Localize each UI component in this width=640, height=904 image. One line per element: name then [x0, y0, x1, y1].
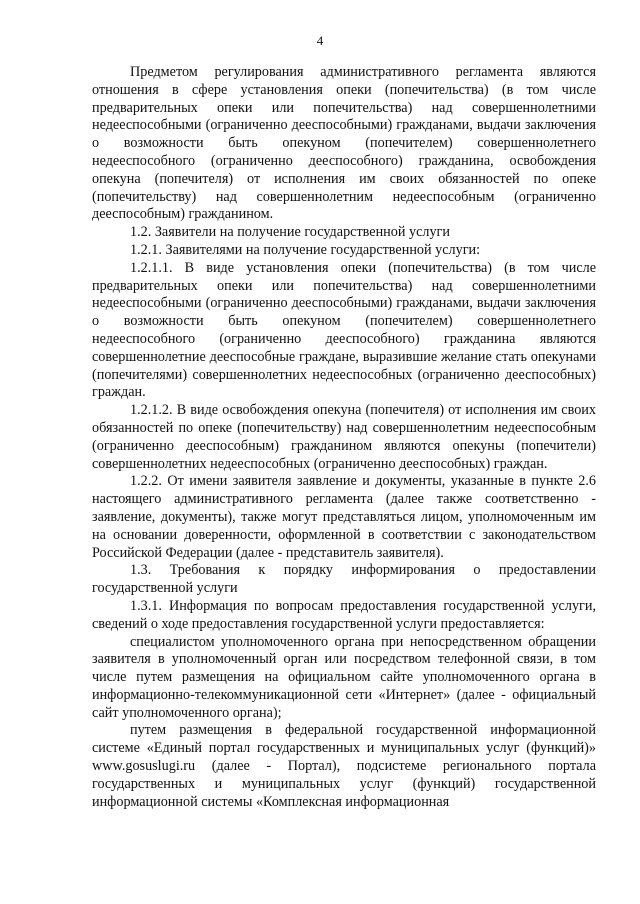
heading-1-2-applicants: 1.2. Заявители на получение государственной услуги	[130, 224, 450, 241]
paragraph-1-3-1: 1.3.1. Информация по вопросам предоставления государственной услуги, сведений о ходе предоставления государственной услуги предоставляется:	[92, 597, 596, 632]
paragraph-portal-channel: путем размещения в федеральной государственной информационной системе «Единый портал государственных и муниципальных услуг (функций)» www.gosuslugi.ru (далее - Портал), подсистеме регионального портала государственных и муниципальных услуг (функций) государственной информационной системы «Комплексная информационная	[92, 722, 596, 810]
paragraph-1-2-1: 1.2.1. Заявителями на получение государственной услуги:	[130, 241, 481, 258]
paragraph-1-2-2: 1.2.2. От имени заявителя заявление и документы, указанные в пункте 2.6 настоящего административного регламента (далее также соответственно - заявление, документы), также могут представляться лицом, уполномоченным им на основании доверенности, оформленной в соответствии с законодательством Российской Федерации (далее - представитель заявителя).	[92, 473, 596, 561]
page-number: 4	[316, 33, 324, 48]
heading-1-3-information-requirements: 1.3. Требования к порядку информирования о предоставлении государственной услуги	[92, 562, 596, 597]
paragraph-specialist-channel: специалистом уполномоченного органа при непосредственном обращении заявителя в уполномоченный орган или посредством телефонной связи, в том числе путем размещения на официальном сайте уполномоченного органа в информационно-телекоммуникационной сети «Интернет» (далее - официальный сайт уполномоченного органа);	[92, 633, 596, 721]
paragraph-1-2-1-2: 1.2.1.2. В виде освобождения опекуна (попечителя) от исполнения им своих обязанностей по опеке (попечительству) над совершеннолетним недееспособным (ограниченно дееспособным) гражданином являются опекуны (попечители) совершеннолетних недееспособных (ограниченно дееспособных) граждан.	[92, 402, 596, 472]
paragraph-1-2-1-1: 1.2.1.1. В виде установления опеки (попечительства) (в том числе предварительных опеки или попечительства) над совершеннолетними недееспособными (ограниченно дееспособными) гражданами, выдачи заключения о возможности быть опекуном (попечителем) совершеннолетнего недееспособного (ограниченно дееспособного) гражданина являются совершеннолетние дееспособные граждане, выразившие желание стать опекунами (попечителями) совершеннолетних недееспособных (ограниченно дееспособных) граждан.	[92, 259, 596, 401]
document-body	[92, 64, 596, 811]
paragraph-subject-of-regulation: Предметом регулирования административного регламента являются отношения в сфере установления опеки (попечительства) (в том числе предварительных опеки или попечительства) над совершеннолетними недееспособными (ограниченно дееспособными) гражданами, выдачи заключения о возможности быть опекуном (попечителем) совершеннолетнего недееспособного (ограниченно дееспособного) гражданина, освобождения опекуна (попечителя) от исполнения им своих обязанностей по опеке (попечительству) над совершеннолетним недееспособным (ограниченно дееспособным) гражданином.	[92, 64, 596, 223]
